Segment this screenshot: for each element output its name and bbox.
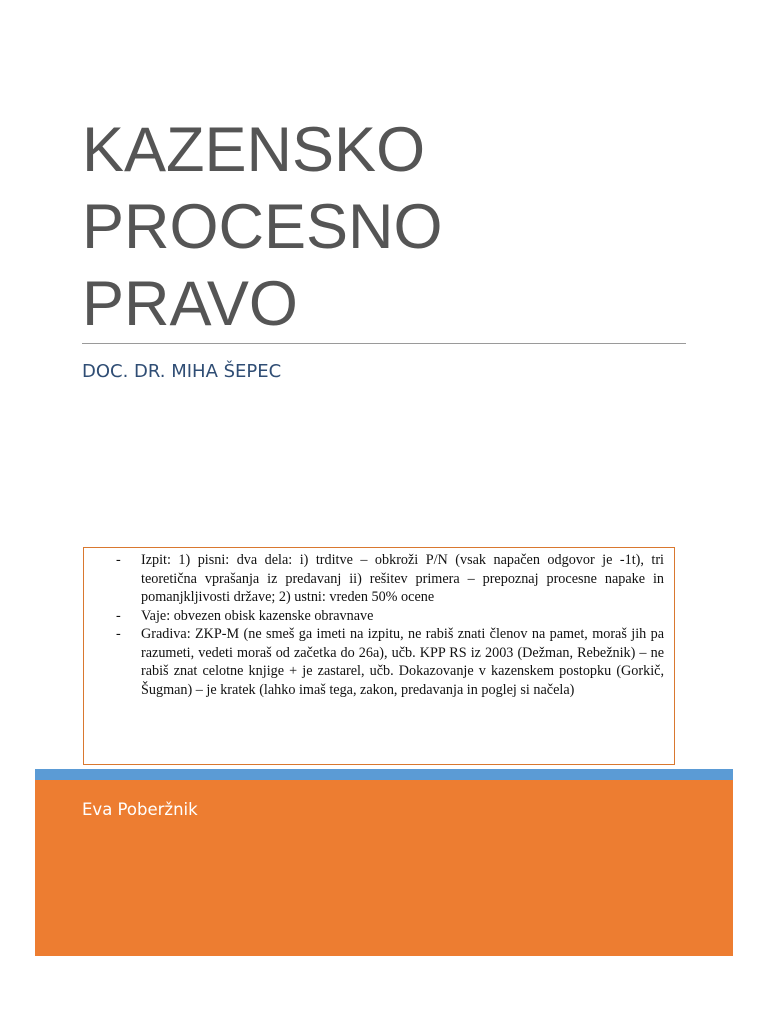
list-item-text: Izpit: 1) pisni: dva dela: i) trditve – obkroži P/N (vsak napačen odgovor je -1t), tri teoretična vprašanja iz predavanj ii) rešitev primera – prepoznaj procesne napake in pomanjkljivosti države; 2) ustni: vreden 50% ocene (141, 552, 664, 605)
title-line-1: KAZENSKO (82, 115, 426, 185)
bullet-dash: - (116, 607, 121, 624)
list-item-text: Vaje: obvezen obisk kazenske obravnave (141, 607, 374, 624)
title-line-3: PRAVO (82, 269, 298, 339)
list-item (116, 625, 664, 699)
course-info-list (116, 551, 664, 699)
footer-panel (35, 780, 733, 956)
title-divider (82, 343, 686, 344)
document-subtitle: DOC. DR. MIHA ŠEPEC (82, 361, 282, 382)
blue-accent-band (35, 769, 733, 780)
author-name: Eva Poberžnik (82, 800, 198, 819)
list-item (116, 551, 664, 607)
list-item-text: Gradiva: ZKP-M (ne smeš ga imeti na izpitu, ne rabiš znati členov na pamet, moraš jih pa razumeti, vedeti moraš od začetka do 26a), učb. KPP RS iz 2003 (Dežman, Rebežnik) – ne rabiš znat celotne knjige + je zastarel, učb. Dokazovanje v kazenskem postopku (Gorkič, Šugman) – je kratek (lahko imaš tega, zakon, predavanja in poglej si načela) (141, 626, 664, 698)
list-item (116, 607, 664, 626)
document-title (82, 112, 443, 343)
title-line-2: PROCESNO (82, 192, 443, 262)
bullet-dash: - (116, 552, 121, 568)
bullet-dash: - (116, 626, 121, 642)
course-info-box (83, 547, 675, 765)
